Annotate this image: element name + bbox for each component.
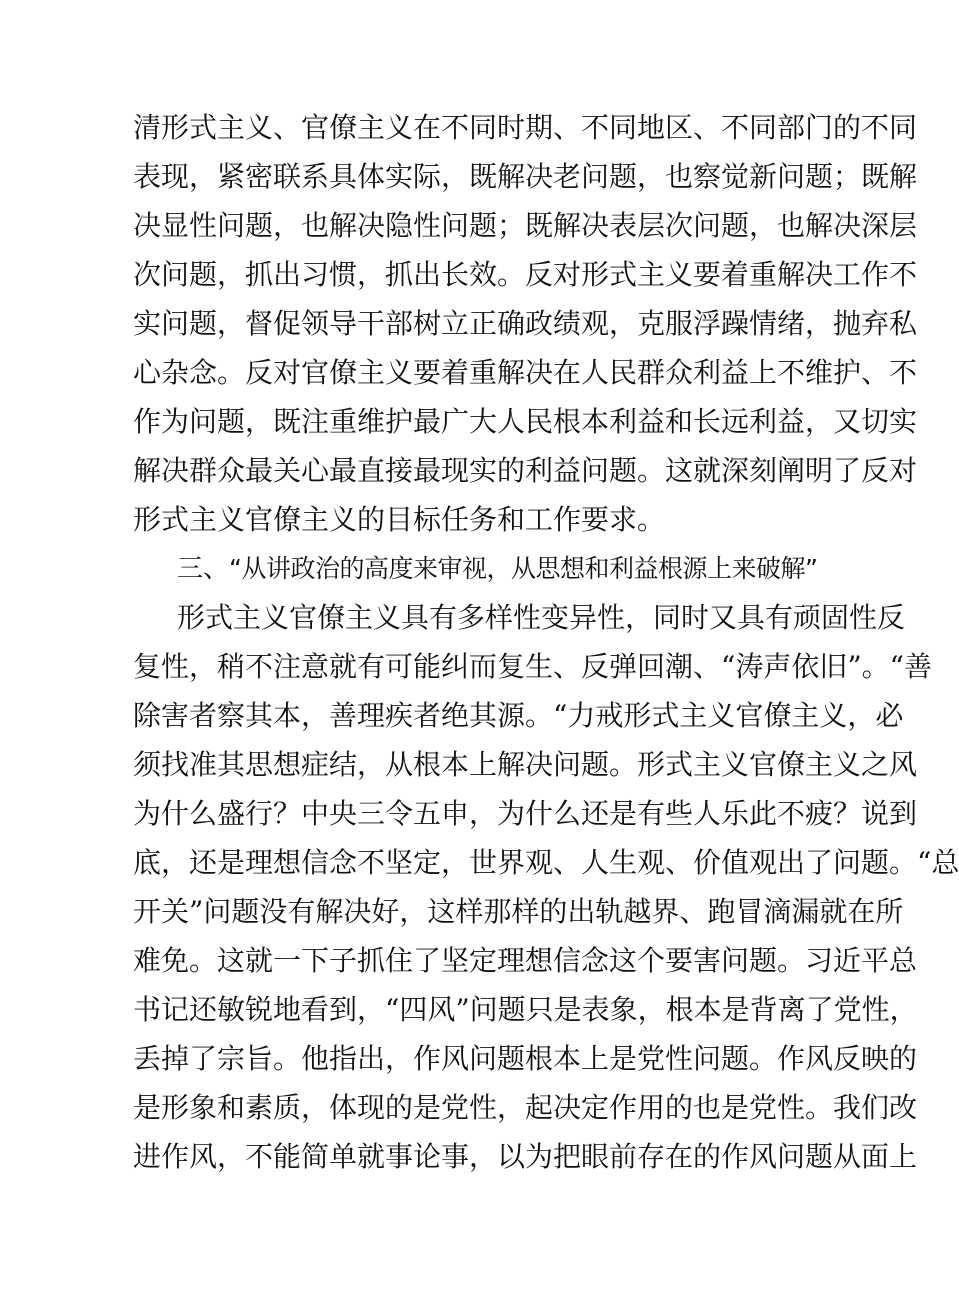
paragraph-1-line: 心杂念。反对官僚主义要着重解决在人民群众利益上不维护、不 <box>133 356 918 389</box>
paragraph-2-line: 开关”问题没有解决好，这样那样的出轨越界、跑冒滴漏就在所 <box>133 895 904 928</box>
paragraph-2-line: 复性，稍不注意就有可能纠而复生、反弹回潮、“涛声依旧”。“善 <box>133 650 932 683</box>
paragraph-1-line: 表现，紧密联系具体实际，既解决老问题，也察觉新问题；既解 <box>133 160 918 193</box>
section-heading <box>177 549 818 589</box>
paragraph-1-line: 形式主义官僚主义的目标任务和工作要求。 <box>133 503 666 536</box>
paragraph-1-line: 清形式主义、官僚主义在不同时期、不同地区、不同部门的不同 <box>133 111 918 144</box>
paragraph-2-line: 除害者察其本，善理疾者绝其源。“力戒形式主义官僚主义，必 <box>133 699 904 732</box>
paragraph-2-line: 底，还是理想信念不坚定，世界观、人生观、价值观出了问题。“总 <box>133 846 959 879</box>
paragraph-2-line: 为什么盛行？中央三令五申，为什么还是有些人乐此不疲？说到 <box>133 797 918 830</box>
paragraph-1-line: 作为问题，既注重维护最广大人民根本利益和长远利益，又切实 <box>133 405 918 438</box>
paragraph-2-line: 须找准其思想症结，从根本上解决问题。形式主义官僚主义之风 <box>133 748 918 781</box>
paragraph-2-line: 丢掉了宗旨。他指出，作风问题根本上是党性问题。作风反映的 <box>133 1042 918 1075</box>
paragraph-1-line: 解决群众最关心最直接最现实的利益问题。这就深刻阐明了反对 <box>133 454 918 487</box>
section-title: “从讲政治的高度来审视，从思想和利益根源上来破解” <box>229 554 818 583</box>
paragraph-2-line: 形式主义官僚主义具有多样性变异性，同时又具有顽固性反 <box>177 601 906 634</box>
paragraph-2-line: 书记还敏锐地看到，“四风”问题只是表象，根本是背离了党性， <box>133 993 918 1026</box>
paragraph-2-line: 是形象和素质，体现的是党性，起决定作用的也是党性。我们改 <box>133 1091 918 1124</box>
section-number: 三、 <box>177 554 230 584</box>
paragraph-1-line: 决显性问题，也解决隐性问题；既解决表层次问题，也解决深层 <box>133 209 918 242</box>
paragraph-1-line: 实问题，督促领导干部树立正确政绩观，克服浮躁情绪，抛弃私 <box>133 307 918 340</box>
paragraph-1-line: 次问题，抓出习惯，抓出长效。反对形式主义要着重解决工作不 <box>133 258 918 291</box>
paragraph-2-line: 难免。这就一下子抓住了坚定理想信念这个要害问题。习近平总 <box>133 944 918 977</box>
paragraph-2-line: 进作风，不能简单就事论事，以为把眼前存在的作风问题从面上 <box>133 1140 918 1173</box>
